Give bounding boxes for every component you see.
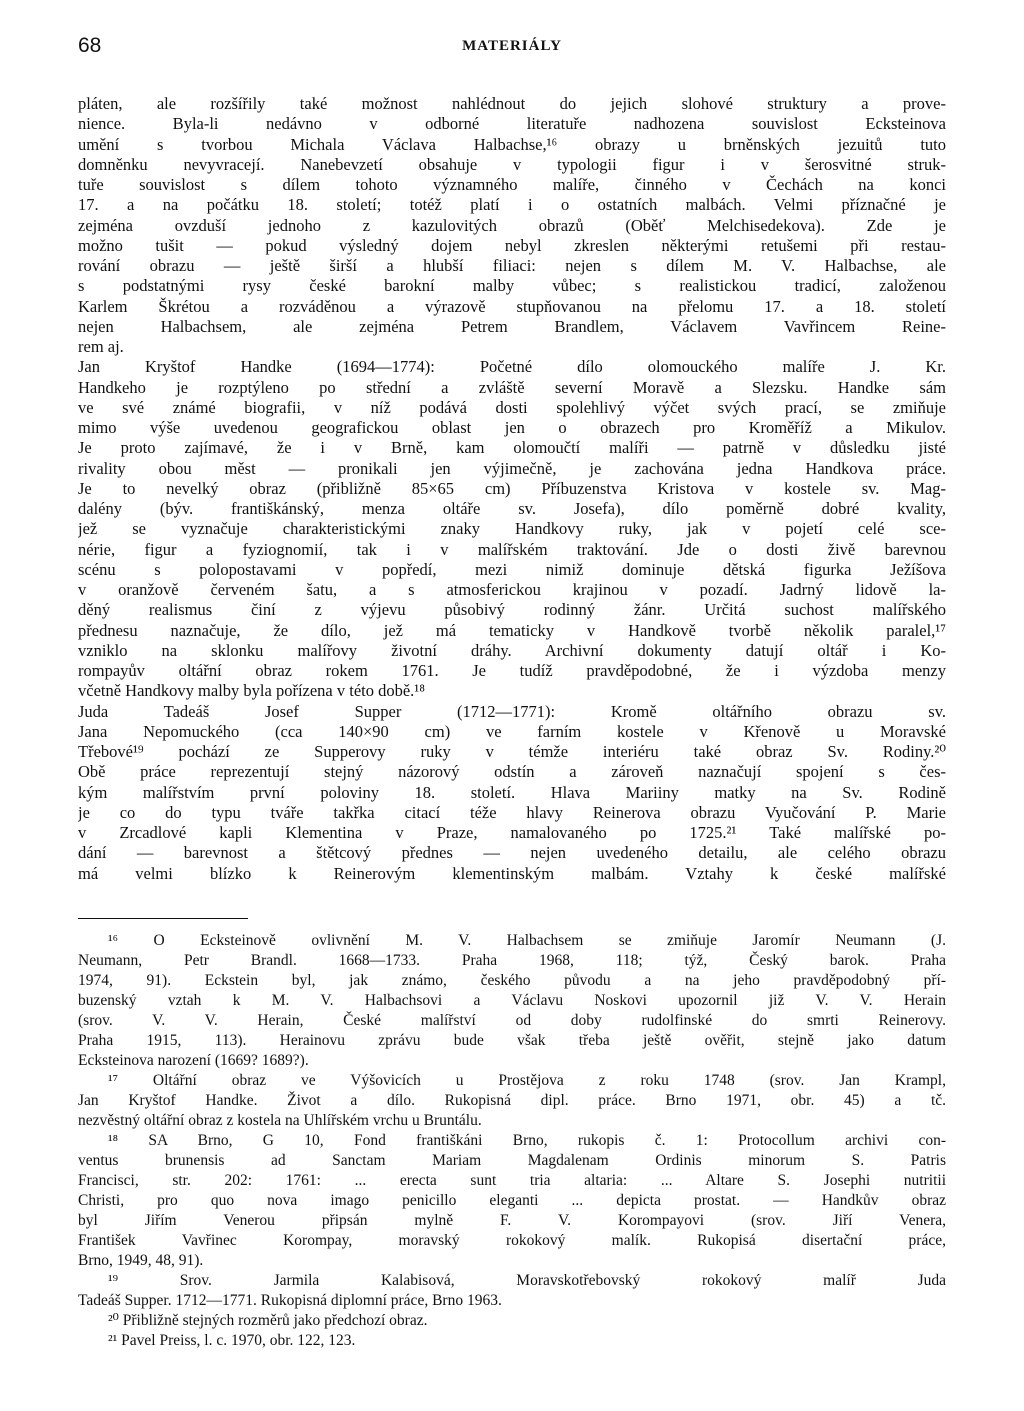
body-line: možno tušit — pokud výsledný dojem nebyl zkreslen některými retušemi při restau-: [78, 235, 946, 255]
body-line: nérie, figur a fyziognomií, tak i v malířském traktování. Jde o dosti živě barevnou: [78, 539, 946, 559]
body-line: ve své známé biografii, v níž podává dosti spolehlivý výčet svých prací, se zmiňuje: [78, 397, 946, 417]
footnote-line: Tadeáš Supper. 1712—1771. Rukopisná diplomní práce, Brno 1963.: [78, 1292, 502, 1309]
footnote-line: Francisci, str. 202: 1761: ... erecta sunt tria altaria: ... Altare S. Josephi nutritii: [78, 1172, 946, 1189]
footnote-line: ²⁰ Přibližně stejných rozměrů jako předchozí obraz.: [108, 1312, 428, 1329]
body-line: mimo výše uvedenou geografickou oblast jen o obrazech pro Kroměříž a Mikulov.: [78, 418, 946, 437]
body-line: Handkeho je rozptýleno po střední a zvláště severní Moravě a Slezsku. Handke sám: [78, 377, 946, 397]
body-line: rem aj.: [78, 337, 124, 356]
page-header: [78, 34, 946, 64]
body-line: nejen Halbachsem, ale zejména Petrem Brandlem, Václavem Vavřincem Reine-: [78, 316, 946, 336]
body-line: dání — barevnost a štětcový přednes — nejen uvedeného detailu, ale celého obrazu: [78, 843, 946, 863]
body-line: přednesu naznačuje, že dílo, jež má tematicky v Handkově tvorbě několik paralel,¹⁷: [78, 620, 946, 640]
body-line: s podstatnými rysy české barokní malby vůbec; s realistickou tradicí, založenou: [78, 276, 946, 296]
footnote-line: buzenský vztah k M. V. Halbachsovi a Václavu Noskovi upozornil již V. V. Herain: [78, 992, 946, 1009]
body-line: Je to nevelký obraz (přibližně 85×65 cm) Příbuzenstva Kristova v kostele sv. Mag-: [78, 478, 946, 498]
running-title: MATERIÁLY: [462, 38, 562, 54]
body-line: pláten, ale rozšířily také možnost nahlédnout do jejich slohové struktury a prove-: [78, 94, 946, 113]
body-line: v oranžově červeném šatu, a s atmosferickou krajinou v pozadí. Jadrný lidově la-: [78, 580, 946, 599]
body-line: rivality obou měst — pronikali jen výjimečně, je zachována jedna Handkova práce.: [78, 458, 946, 478]
page-number: 68: [78, 34, 102, 57]
footnote-line: byl Jiřím Venerou připsán mylně F. V. Korompayovi (srov. Jiří Venera,: [78, 1212, 946, 1229]
footnote-line: ²¹ Pavel Preiss, l. c. 1970, obr. 122, 123.: [108, 1332, 356, 1349]
body-line: 17. a na počátku 18. století; totéž platí i o ostatních malbách. Velmi příznačné je: [78, 195, 946, 215]
body-line: kým malířstvím první poloviny 18. století. Hlava Mariiny matky na Sv. Rodině: [78, 782, 946, 802]
body-line: Jan Kryštof Handke (1694—1774): Početné dílo olomouckého malíře J. Kr.: [78, 357, 946, 377]
footnote-line: Jan Kryštof Handke. Život a dílo. Rukopisná dipl. práce. Brno 1971, obr. 45) a tč.: [78, 1092, 946, 1109]
body-line: scénu s polopostavami v popředí, mezi nimiž dominuje dětská figurka Ježíšova: [78, 559, 946, 579]
body-line: Juda Tadeáš Josef Supper (1712—1771): Kromě oltářního obrazu sv.: [78, 701, 946, 721]
footnote-line: ¹⁷ Oltářní obraz ve Výšovicích u Prostějova z roku 1748 (srov. Jan Krampl,: [108, 1072, 946, 1089]
footnote-line: ¹⁸ SA Brno, G 10, Fond františkáni Brno, rukopis č. 1: Protocollum archivi con-: [108, 1132, 946, 1149]
body-line: má velmi blízko k Reinerovým klementinským malbám. Vztahy k české malířské: [78, 863, 946, 883]
body-line: vzniklo na sklonku malířovy životní dráhy. Archivní dokumenty datují oltář i Ko-: [78, 640, 946, 660]
footnote-line: ¹⁹ Srov. Jarmila Kalabisová, Moravskotřebovský rokokový malíř Juda: [108, 1272, 946, 1289]
footnote-line: Brno, 1949, 48, 91).: [78, 1252, 204, 1269]
body-line: děný realismus činí z výjevu působivý rodinný žánr. Určitá suchost malířského: [78, 600, 946, 620]
body-line: Karlem Škrétou a rozváděnou a výrazově stupňovanou na přelomu 17. a 18. století: [78, 296, 946, 316]
footnote-line: Christi, pro quo nova imago penicillo eleganti ... depicta prostat. — Handkův obraz: [78, 1192, 946, 1209]
body-line: rování obrazu — ještě širší a hlubší filiaci: nejen s dílem M. V. Halbachse, ale: [78, 256, 946, 275]
body-line: je co do typu tváře takřka citací téže hlavy Reinerova obrazu Vyučování P. Marie: [78, 802, 946, 822]
body-line: v Zrcadlové kapli Klementina v Praze, namalovaného po 1725.²¹ Také malířské po-: [78, 823, 946, 842]
body-line: nience. Byla-li nedávno v odborné literatuře nadhozena souvislost Ecksteinova: [78, 114, 946, 134]
footnote-line: ¹⁶ O Ecksteinově ovlivnění M. V. Halbachsem se zmiňuje Jaromír Neumann (J.: [108, 932, 946, 949]
footnote-line: (srov. V. V. Herain, České malířství od doby rudolfinské do smrti Reinerovy.: [78, 1012, 946, 1029]
footnote-line: 1974, 91). Eckstein byl, jak známo, českého původu a na jeho pravděpodobný pří-: [78, 972, 946, 989]
body-line: umění s tvorbou Michala Václava Halbachse,¹⁶ obrazy u brněnských jezuitů tuto: [78, 134, 946, 154]
body-line: včetně Handkovy malby byla pořízena v této době.¹⁸: [78, 681, 426, 701]
footnote-line: Ecksteinova narození (1669? 1689?).: [78, 1052, 309, 1069]
body-line: dalény (býv. františkánský, menza oltáře sv. Josefa), dílo poměrně dobré kvality,: [78, 499, 946, 518]
body-line: Je proto zajímavé, že i v Brně, kam olomoučtí malíři — patrně v důsledku jisté: [78, 438, 946, 458]
footnote-rule: [78, 918, 248, 919]
body-line: tuře souvislost s dílem tohoto významného malíře, činného v Čechách na konci: [78, 175, 946, 194]
footnote-line: ventus brunensis ad Sanctam Mariam Magdalenam Ordinis minorum S. Patris: [78, 1152, 946, 1169]
body-line: domněnku nevyvracejí. Nanebevzetí obsahuje v typologii figur i v šerosvitné struk-: [78, 154, 946, 174]
body-line: rompayův oltářní obraz rokem 1761. Je tudíž pravděpodobné, že i výzdoba menzy: [78, 661, 946, 680]
footnote-line: nezvěstný oltářní obraz z kostela na Uhlířském vrchu u Bruntálu.: [78, 1112, 482, 1129]
body-line: Jana Nepomuckého (cca 140×90 cm) ve farním kostele v Křenově u Moravské: [78, 721, 946, 741]
body-line: Obě práce reprezentují stejný názorový odstín a zároveň naznačují spojení s čes-: [78, 762, 946, 782]
body-text: [78, 94, 946, 884]
footnote-line: Praha 1915, 113). Herainovu zprávu bude však třeba ještě ověřit, stejně jako datum: [78, 1032, 946, 1049]
footnotes: [78, 931, 946, 1351]
body-line: Třebové¹⁹ pochází ze Supperovy ruky v témže interiéru také obraz Sv. Rodiny.²⁰: [78, 742, 946, 761]
footnote-line: František Vavřinec Korompay, moravský rokokový malík. Rukopisá disertační práce,: [78, 1232, 946, 1249]
body-line: zejména ovzduší jednoho z kazulovitých obrazů (Oběť Melchisedekova). Zde je: [78, 215, 946, 235]
footnote-line: Neumann, Petr Brandl. 1668—1733. Praha 1968, 118; týž, Český barok. Praha: [78, 952, 946, 969]
body-line: jež se vyznačuje charakteristickými znaky Handkovy ruky, jak v pojetí celé sce-: [78, 519, 946, 539]
